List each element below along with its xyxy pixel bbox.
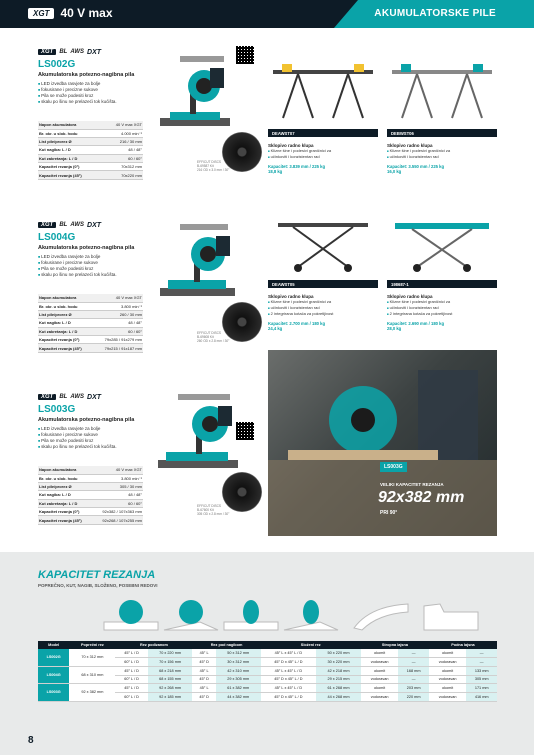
product-description: Akumulatorska potezno-nagibna pila (38, 417, 135, 423)
cell: 203 mm (398, 684, 429, 693)
spec-value: 92x268 / 107x255 mm (92, 516, 143, 524)
spec-key: Kut nagiba: L / D (38, 491, 92, 499)
cell: vodoravan (361, 675, 398, 684)
cell: 45° L x 45° L / D (261, 649, 317, 658)
spec-value: 60 / 60° (102, 154, 143, 162)
stand-title: Sklopivo radno klupa (268, 294, 314, 299)
aws-logo: AWS (70, 394, 85, 400)
photo-capacity-label: VELIKI KAPACITET REZANJA (380, 482, 444, 487)
stand-features (387, 299, 497, 317)
cell: 45° L (192, 684, 215, 693)
aws-logo: AWS (70, 49, 85, 55)
stand-feature: ■ učinkoviti i konzistentan rad (387, 305, 497, 311)
feature-item: ■ fokusirane i precizne sukove (38, 87, 263, 93)
stand-card-debwst06 (387, 62, 497, 174)
col-header: Stropna lajsna (361, 641, 429, 649)
cell: 68 x 155 mm (148, 675, 193, 684)
spec-value: 79x285 / 91x279 mm (94, 336, 143, 344)
photo-capacity-value: 92x382 mm (378, 489, 465, 506)
xgt-logo: XGT (38, 49, 56, 55)
photo-model-tag: LS003G (380, 462, 407, 472)
cross-cut-cell: 68 x 310 mm (69, 666, 115, 683)
product-description: Akumulatorska potezno-nagibna pila (38, 245, 135, 251)
spec-value: 48 / 48° (92, 491, 143, 499)
stand-weight: 18,8 kg (268, 169, 283, 174)
stand-capacity (268, 164, 378, 174)
spec-key: List pile/prorez Ø (38, 310, 94, 318)
spec-key: Kut zakretanja: L / D (38, 327, 94, 335)
bl-logo: BL (59, 394, 68, 400)
model-code: LS004G (38, 232, 76, 243)
feature-item: ■ skalu po šinu ne prelazeći tok kućišta. (38, 272, 263, 278)
model-cell: LS004G (38, 666, 69, 683)
spec-key: Napon akumulatora (38, 294, 94, 302)
cell: vodoravan (361, 658, 398, 667)
spec-value: 216 / 30 mm (102, 137, 143, 145)
blade-caption-line: 260 OD x 2.8 mm / 30° (197, 339, 230, 343)
work-stand-image (268, 62, 378, 124)
series-tag (28, 6, 113, 20)
spec-key: Kut nagiba: L / D (38, 319, 94, 327)
blade-caption-line: 305 OD x 2.8 mm / 30° (197, 512, 230, 516)
cell: 29 x 215 mm (316, 675, 361, 684)
cell: vodoravan (361, 692, 398, 701)
cell: 61 x 382 mm (216, 684, 261, 693)
spec-key: Napon akumulatora (38, 121, 102, 129)
cell: 42 x 218 mm (316, 666, 361, 675)
stand-weight: 16,0 kg (387, 169, 402, 174)
stand-features (268, 299, 378, 317)
compound-cut-icon (280, 598, 342, 634)
bl-logo: BL (59, 222, 68, 228)
base-molding-icon (420, 598, 482, 634)
stand-title: Sklopivo radno klupa (387, 143, 433, 148)
feature-item: ■ Pila se može podesiti kroz (38, 438, 263, 444)
cross-cut-cell: 92 x 382 mm (69, 684, 115, 701)
blade-caption (197, 160, 257, 172)
bevel-cut-icon (220, 598, 282, 634)
blade-caption-line: 216 OD x 3.0 mm / 30° (197, 168, 230, 172)
stand-feature: ■ Klizne šine i podesivi graničnici za (387, 299, 497, 305)
cell: 50 x 312 mm (216, 649, 261, 658)
cell: 60° L / D (115, 692, 147, 701)
table-row (38, 666, 497, 675)
spec-value: 3.800 min⁻¹ (94, 302, 143, 310)
dxt-logo: DXT (87, 221, 102, 229)
spec-value: 305 / 30 mm (92, 482, 143, 490)
stand-capacity (268, 321, 378, 331)
stand-card-deawst07 (268, 62, 378, 174)
cell: 29 x 305 mm (216, 675, 261, 684)
stand-weight: 28,0 kg (387, 326, 402, 331)
spec-value: 40 V max XGT (102, 121, 143, 129)
spec-value: 92x382 / 107x363 mm (92, 508, 143, 516)
spec-value: 70x220 mm (102, 171, 143, 179)
dxt-logo: DXT (87, 393, 102, 401)
blade-caption-line: EFFICUT DISCS (197, 504, 222, 508)
cell: 45° L x 45° L / D (261, 666, 317, 675)
cross-cut-cell: 70 x 312 mm (69, 649, 115, 666)
capacity-table (38, 641, 497, 702)
col-header: Složeni rez (261, 641, 361, 649)
feature-item: ■ fokusirane i precizne sukove (38, 432, 263, 438)
spec-value: 60 / 60° (92, 499, 143, 507)
spec-value: 48 / 48° (102, 146, 143, 154)
qr-code-icon (236, 46, 254, 64)
work-stand-image (387, 213, 497, 275)
table-row (38, 649, 497, 658)
stand-feature: ■ 2 integrirana kotača za pokretljivost (387, 311, 497, 317)
stand-capacity-line: Kapacitet: 2.690 mm / 180 kg (387, 321, 445, 326)
stand-label: 198687-1 (387, 280, 497, 288)
cell: 220 mm (398, 692, 429, 701)
feature-item: ■ Pila se može podesiti kroz (38, 93, 263, 99)
capacity-subtitle: POPREČNO, KUT, NAGIB, SLOŽENO, POSEBNI REDOVI (38, 583, 158, 588)
cell: 45° D x 45° L / D (261, 675, 317, 684)
spec-value: 260 / 30 mm (94, 310, 143, 318)
spec-value: 3.800 min⁻¹ (92, 474, 143, 482)
cell: — (398, 675, 429, 684)
stand-label: DEAWST07 (268, 129, 378, 137)
xgt-logo: XGT (38, 394, 56, 400)
stand-capacity-line: Kapacitet: 3.839 mm / 225 kg (268, 164, 326, 169)
spec-key: Kapacitet rezanja (0°) (38, 163, 102, 171)
cell: okomit (429, 684, 466, 693)
feature-item: ■ Pila se može podesiti kroz (38, 266, 263, 272)
stand-feature: ■ učinkoviti i konzistentan rad (387, 154, 497, 160)
feature-item: ■ LED izvedba rasvjete za bolje (38, 81, 263, 87)
stand-card-deawst05 (268, 213, 378, 331)
cell: okomit (361, 649, 398, 658)
stand-title: Sklopivo radno klupa (387, 294, 433, 299)
spec-key: Kapacitet rezanja (45°) (38, 344, 94, 352)
cell: 70 x 156 mm (148, 658, 193, 667)
cell: 133 mm (466, 666, 497, 675)
cell: 45° L / D (115, 649, 147, 658)
stand-capacity (387, 164, 497, 174)
cell: 168 mm (398, 666, 429, 675)
spec-key: Kut zakretanja: L / D (38, 499, 92, 507)
cell: 171 mm (466, 684, 497, 693)
stand-feature: ■ Klizne šine i podesivi graničnici za (268, 299, 378, 305)
blade-caption-line: EFFICUT DISCS (197, 331, 222, 335)
spec-key: Kut zakretanja: L / D (38, 154, 102, 162)
cell: 60° L / D (115, 675, 147, 684)
cell: 68 x 218 mm (148, 666, 193, 675)
stand-feature: ■ Klizne šine i podesivi graničnici za (268, 148, 378, 154)
spec-key: Br. okr. u slob. hodu (38, 474, 92, 482)
stand-capacity-line: Kapacitet: 2.700 mm / 180 kg (268, 321, 326, 326)
photo-illustration (268, 350, 497, 536)
crown-molding-icon (350, 598, 412, 634)
cell: 45° L / D (115, 666, 147, 675)
qr-code-icon (236, 422, 254, 440)
stand-capacity (387, 321, 497, 331)
cell: okomit (429, 666, 466, 675)
cell: 305 mm (466, 675, 497, 684)
stand-label: DEAWST05 (268, 280, 378, 288)
cell: vodoravan (429, 675, 466, 684)
aws-logo: AWS (70, 222, 85, 228)
blade-caption (197, 504, 257, 516)
cell: — (398, 658, 429, 667)
model-cell: LS002G (38, 649, 69, 666)
spec-table-ls004g (38, 294, 143, 353)
stand-feature: ■ 2 integrirana kotača za pokretljivost (268, 311, 378, 317)
model-cell: LS003G (38, 684, 69, 701)
miter-saw-image (150, 48, 240, 138)
cross-cut-icon (100, 598, 162, 634)
spec-key: List pile/prorez Ø (38, 137, 102, 145)
spec-key: Br. okr. u slob. hodu (38, 302, 94, 310)
miter-saw-image (150, 218, 245, 308)
model-code: LS002G (38, 59, 76, 70)
cell: 44 x 268 mm (316, 692, 361, 701)
stand-card-198687-1 (387, 213, 497, 331)
feature-item: ■ skalu po šinu ne prelazeći tok kućišta. (38, 99, 263, 105)
dxt-logo: DXT (87, 48, 102, 56)
cell: 92 x 185 mm (148, 692, 193, 701)
spec-value: 40 V max XGT (92, 466, 143, 474)
cell: 92 x 268 mm (148, 684, 193, 693)
section-title: AKUMULATORSKE PILE (374, 8, 496, 19)
model-code: LS003G (38, 404, 76, 415)
cell: okomit (361, 684, 398, 693)
cell: 70 x 220 mm (148, 649, 193, 658)
cell: 45° L (192, 666, 215, 675)
cell: 30 x 312 mm (216, 658, 261, 667)
spec-value: 60 / 60° (94, 327, 143, 335)
cell: 42 x 310 mm (216, 666, 261, 675)
cell: 45° D x 45° L / D (261, 692, 317, 701)
cell: 45° D (192, 658, 215, 667)
spec-key: Kapacitet rezanja (0°) (38, 508, 92, 516)
stand-features (268, 148, 378, 160)
cell: 50 x 220 mm (316, 649, 361, 658)
cell: 45° L x 45° L / D (261, 684, 317, 693)
table-row (38, 684, 497, 693)
col-header: Rez pod nagibom (192, 641, 260, 649)
spec-key: Br. okr. u slob. hodu (38, 129, 102, 137)
spec-value: 40 V max XGT (94, 294, 143, 302)
stand-feature: ■ učinkoviti i konzistentan rad (268, 154, 378, 160)
cell: okomit (429, 649, 466, 658)
cell: 45° D (192, 675, 215, 684)
cell: 45° D (192, 692, 215, 701)
blade-caption-line: EFFICUT DISCS (197, 160, 222, 164)
product-photo (268, 350, 497, 536)
product-description: Akumulatorska potezno-nagibna pila (38, 72, 135, 78)
spec-table-ls003g (38, 466, 143, 525)
top-banner (0, 0, 534, 28)
spec-key: Napon akumulatora (38, 466, 92, 474)
stand-feature: ■ Klizne šine i podesivi graničnici za (387, 148, 497, 154)
stand-label: DEBWST06 (387, 129, 497, 137)
col-header: Rez podizanom (115, 641, 192, 649)
feature-item: ■ fokusirane i precizne sukove (38, 260, 263, 266)
xgt-badge: XGT (28, 8, 54, 19)
spec-key: List pile/prorez Ø (38, 482, 92, 490)
feature-item: ■ skalu po šinu ne prelazeći tok kućišta. (38, 444, 263, 450)
xgt-logo: XGT (38, 222, 56, 228)
miter-cut-icon (160, 598, 222, 634)
stand-feature: ■ učinkoviti i konzistentan rad (268, 305, 378, 311)
cell: — (398, 649, 429, 658)
cell: okomit (361, 666, 398, 675)
cell: 60° L / D (115, 658, 147, 667)
spec-key: Kapacitet rezanja (45°) (38, 171, 102, 179)
spec-table-ls002g (38, 121, 143, 180)
stand-capacity-line: Kapacitet: 3.550 mm / 225 kg (387, 164, 445, 169)
cell: 44 x 382 mm (216, 692, 261, 701)
col-header: Podna lajsna (429, 641, 497, 649)
cell: vodoravan (429, 692, 466, 701)
cell: 45° L / D (115, 684, 147, 693)
cell: 416 mm (466, 692, 497, 701)
feature-item: ■ LED izvedba rasvjete za bolje (38, 254, 263, 260)
stand-title: Sklopivo radno klupa (268, 143, 314, 148)
feature-item: ■ LED izvedba rasvjete za bolje (38, 426, 263, 432)
spec-value: 79x215 / 91x187 mm (94, 344, 143, 352)
blade-caption-line: B-69608 Kit (197, 335, 214, 339)
spec-key: Kapacitet rezanja (0°) (38, 336, 94, 344)
cell: 30 x 220 mm (316, 658, 361, 667)
blade-caption-line: B-69587 Kit (197, 164, 214, 168)
cell: vodoravan (429, 658, 466, 667)
blade-caption (197, 331, 257, 343)
work-stand-image (268, 213, 378, 275)
series-label: 40 V max (60, 6, 113, 20)
col-header: Model (38, 641, 69, 649)
spec-value: 48 / 48° (94, 319, 143, 327)
cell: 45° L (192, 649, 215, 658)
miter-saw-image (150, 390, 245, 480)
cell: — (466, 649, 497, 658)
capacity-title: KAPACITET REZANJA (38, 569, 156, 581)
spec-key: Kapacitet rezanja (45°) (38, 516, 92, 524)
work-stand-image (387, 62, 497, 124)
spec-key: Kut nagiba: L / D (38, 146, 102, 154)
cell: 45° D x 45° L / D (261, 658, 317, 667)
bl-logo: BL (59, 49, 68, 55)
page-number: 8 (28, 735, 34, 746)
spec-value: 70x312 mm (102, 163, 143, 171)
cell: — (466, 658, 497, 667)
col-header: Poprečni rez (69, 641, 115, 649)
stand-features (387, 148, 497, 160)
spec-value: 4.000 min⁻¹ (102, 129, 143, 137)
photo-capacity-sub: PRI 90° (380, 510, 398, 516)
cell: 61 x 268 mm (316, 684, 361, 693)
stand-weight: 24,4 kg (268, 326, 283, 331)
blade-caption-line: B-67600 Kit (197, 508, 214, 512)
